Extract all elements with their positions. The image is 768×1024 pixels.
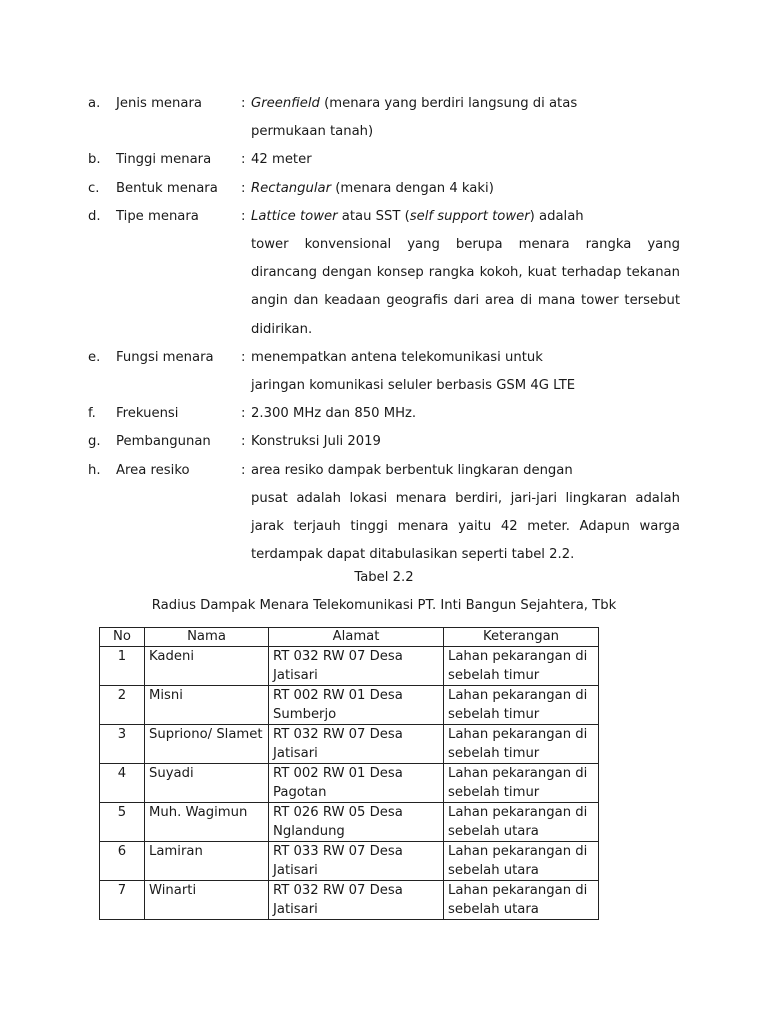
- spec-colon: :: [241, 434, 246, 450]
- text-run: area resiko dampak berbentuk lingkaran dengan: [251, 462, 573, 478]
- text-run: Konstruksi Juli 2019: [251, 434, 381, 450]
- spec-letter: h.: [88, 462, 101, 478]
- spec-colon: :: [241, 180, 246, 196]
- spec-value-line: [251, 513, 680, 541]
- italic-term: Greenfield: [251, 96, 320, 111]
- cell-no: 3: [100, 725, 145, 764]
- text-run: jarak terjauh tinggi menara yaitu 42 meter. Adapun warga: [251, 519, 680, 535]
- cell-nama: Muh. Wagimun: [145, 803, 269, 842]
- cell-keterangan: Lahan pekarangan di sebelah timur: [444, 725, 599, 764]
- spec-value-line: [251, 287, 680, 315]
- text-run: permukaan tanah): [251, 124, 374, 140]
- cell-alamat: RT 033 RW 07 Desa Jatisari: [269, 842, 444, 881]
- spec-value: [251, 203, 680, 344]
- text-run: menempatkan antena telekomunikasi untuk: [251, 349, 543, 365]
- spec-letter: f.: [88, 406, 96, 422]
- italic-term: Rectangular: [251, 180, 332, 196]
- text-run: pusat adalah lokasi menara berdiri, jari-jari lingkaran adalah: [251, 490, 680, 506]
- cell-alamat: RT 026 RW 05 Desa Nglandung: [269, 803, 444, 842]
- text-run: 2.300 MHz dan 850 MHz.: [251, 406, 417, 422]
- spec-colon: :: [241, 152, 246, 168]
- text-run: jaringan komunikasi seluler berbasis GSM 4G LTE: [251, 378, 576, 394]
- spec-letter: g.: [88, 434, 101, 450]
- spec-label: Jenis menara: [116, 96, 202, 111]
- italic-term: self support tower: [409, 208, 530, 224]
- cell-alamat: RT 032 RW 07 Desa Jatisari: [269, 647, 444, 686]
- table-row: [100, 881, 599, 920]
- cell-nama: Winarti: [145, 881, 269, 920]
- cell-no: 4: [100, 764, 145, 803]
- spec-item: [88, 400, 680, 428]
- spec-colon: :: [241, 208, 246, 224]
- cell-nama: Supriono/ Slamet: [145, 725, 269, 764]
- spec-colon: :: [241, 462, 246, 478]
- spec-value: [251, 400, 680, 428]
- spec-value-line: [251, 344, 680, 372]
- spec-value-line: [251, 428, 680, 456]
- spec-label: Fungsi menara: [116, 349, 214, 365]
- cell-keterangan: Lahan pekarangan di sebelah timur: [444, 647, 599, 686]
- cell-no: 7: [100, 881, 145, 920]
- spec-value-line: [251, 316, 680, 344]
- spec-item: [88, 344, 680, 400]
- text-run: atau SST (: [337, 208, 410, 224]
- cell-nama: Misni: [145, 686, 269, 725]
- cell-alamat: RT 002 RW 01 Desa Pagotan: [269, 764, 444, 803]
- cell-no: 5: [100, 803, 145, 842]
- spec-item: [88, 90, 680, 146]
- spec-value-line: [251, 146, 680, 174]
- cell-nama: Suyadi: [145, 764, 269, 803]
- spec-label: Tinggi menara: [116, 152, 212, 168]
- cell-nama: Kadeni: [145, 647, 269, 686]
- header-alamat: Alamat: [269, 628, 444, 647]
- spec-label: Bentuk menara: [116, 180, 218, 196]
- text-run: dirancang dengan konsep rangka kokoh, kuat terhadap tekanan: [251, 265, 680, 281]
- table-row: [100, 842, 599, 881]
- spec-letter: b.: [88, 152, 101, 168]
- cell-alamat: RT 032 RW 07 Desa Jatisari: [269, 881, 444, 920]
- cell-no: 1: [100, 647, 145, 686]
- spec-item: [88, 428, 680, 456]
- text-run: didirikan.: [251, 321, 313, 337]
- spec-label: Pembangunan: [116, 434, 211, 450]
- cell-keterangan: Lahan pekarangan di sebelah utara: [444, 842, 599, 881]
- spec-value: [251, 175, 680, 203]
- spec-value-line: [251, 118, 680, 146]
- cell-keterangan: Lahan pekarangan di sebelah utara: [444, 881, 599, 920]
- cell-keterangan: Lahan pekarangan di sebelah utara: [444, 803, 599, 842]
- table-row: [100, 803, 599, 842]
- spec-letter: c.: [88, 180, 100, 196]
- spec-value: [251, 146, 680, 174]
- italic-term: Lattice tower: [251, 208, 338, 224]
- table-row: [100, 764, 599, 803]
- text-run: angin dan keadaan geografis dari area di mana tower tersebut: [251, 293, 680, 309]
- text-run: terdampak dapat ditabulasikan seperti tabel 2.2.: [251, 547, 575, 563]
- spec-item: [88, 146, 680, 174]
- spec-item: [88, 457, 680, 570]
- table-row: [100, 686, 599, 725]
- table-row: [100, 647, 599, 686]
- spec-value: [251, 344, 680, 400]
- spec-letter: a.: [88, 96, 101, 111]
- spec-colon: :: [241, 349, 246, 365]
- spec-value-line: [251, 457, 680, 485]
- cell-nama: Lamiran: [145, 842, 269, 881]
- cell-no: 2: [100, 686, 145, 725]
- text-run: ) adalah: [529, 208, 584, 224]
- cell-alamat: RT 032 RW 07 Desa Jatisari: [269, 725, 444, 764]
- text-run: 42 meter: [251, 152, 312, 168]
- spec-label: Frekuensi: [116, 406, 179, 422]
- header-keterangan: Keterangan: [444, 628, 599, 647]
- spec-item: [88, 203, 680, 344]
- spec-label: Area resiko: [116, 462, 190, 478]
- spec-value-line: [251, 203, 680, 231]
- table-row: [100, 725, 599, 764]
- spec-item: [88, 175, 680, 203]
- table-caption: Tabel 2.2: [354, 570, 414, 585]
- cell-keterangan: Lahan pekarangan di sebelah timur: [444, 764, 599, 803]
- spec-value-line: [251, 175, 680, 203]
- cell-keterangan: Lahan pekarangan di sebelah timur: [444, 686, 599, 725]
- spec-value-line: [251, 541, 680, 569]
- spec-value: [251, 428, 680, 456]
- spec-value-line: [251, 90, 680, 118]
- spec-letter: d.: [88, 208, 101, 224]
- table-header-row: [100, 628, 599, 647]
- spec-letter: e.: [88, 349, 101, 365]
- header-nama: Nama: [145, 628, 269, 647]
- spec-value-line: [251, 231, 680, 259]
- spec-label: Tipe menara: [116, 208, 199, 224]
- spec-colon: :: [241, 96, 246, 111]
- spec-colon: :: [241, 406, 246, 422]
- cell-no: 6: [100, 842, 145, 881]
- spec-value-line: [251, 259, 680, 287]
- tower-spec-list: [88, 90, 680, 569]
- text-run: (menara yang berdiri langsung di atas: [319, 96, 578, 111]
- header-no: No: [100, 628, 145, 647]
- impact-radius-table: [99, 627, 599, 920]
- text-run: tower konvensional yang berupa menara rangka yang: [251, 237, 680, 253]
- table-title: Radius Dampak Menara Telekomunikasi PT. Inti Bangun Sejahtera, Tbk: [151, 598, 617, 613]
- spec-value-line: [251, 372, 680, 400]
- spec-value: [251, 457, 680, 570]
- text-run: (menara dengan 4 kaki): [331, 180, 494, 196]
- cell-alamat: RT 002 RW 01 Desa Sumberjo: [269, 686, 444, 725]
- spec-value-line: [251, 400, 680, 428]
- spec-value: [251, 90, 680, 146]
- spec-value-line: [251, 485, 680, 513]
